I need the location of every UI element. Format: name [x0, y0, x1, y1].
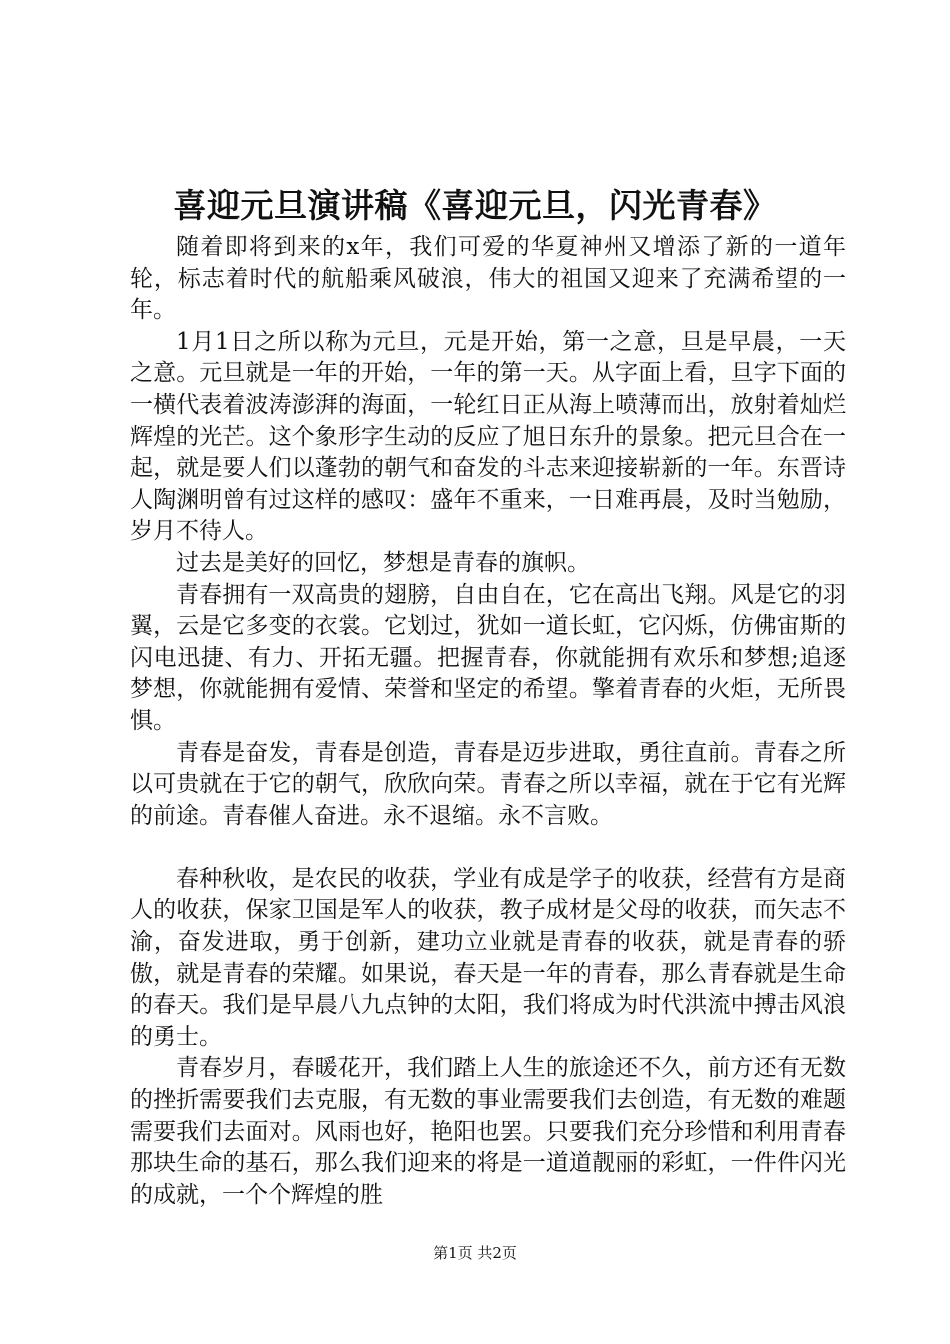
paragraph-2: 1月1日之所以称为元旦，元是开始，第一之意，旦是早晨，一天之意。元旦就是一年的开始，一年的第一天。从字面上看，旦字下面的一横代表着波涛澎湃的海面，一轮红日正从海上喷薄而出，放射着灿烂辉煌的光芒。这个象形字生动的反应了旭日东升的景象。把元旦合在一起，就是要人们以蓬勃的朝气和奋发的斗志来迎接崭新的一年。东晋诗人陶渊明曾有过这样的感叹：盛年不重来，一日难再晨，及时当勉励，岁月不待人。: [130, 328, 846, 545]
page-footer: 第1页 共2页: [433, 1244, 517, 1262]
paragraph-4: 青春拥有一双高贵的翅膀，自由自在，它在高出飞翔。风是它的羽翼，云是它多变的衣裳。它划过，犹如一道长虹，它闪烁，仿佛宙斯的闪电迅捷、有力、开拓无疆。把握青春，你就能拥有欢乐和梦想;追逐梦想，你就能拥有爱情、荣誉和坚定的希望。擎着青春的火炬，无所畏惧。: [130, 581, 846, 734]
document-body: [130, 232, 846, 1211]
paragraph-6: 春种秋收，是农民的收获，学业有成是学子的收获，经营有方是商人的收获，保家卫国是军人的收获，教子成材是父母的收获，而矢志不渝，奋发进取，勇于创新，建功立业就是青春的收获，就是青春的骄傲，就是青春的荣耀。如果说，春天是一年的青春，那么青春就是生命的春天。我们是早晨八九点钟的太阳，我们将成为时代洪流中搏击风浪的勇士。: [130, 865, 846, 1050]
paragraph-5: 青春是奋发，青春是创造，青春是迈步进取，勇往直前。青春之所以可贵就在于它的朝气，欣欣向荣。青春之所以幸福，就在于它有光辉的前途。青春催人奋进。永不退缩。永不言败。: [130, 739, 846, 829]
document-title: 喜迎元旦演讲稿《喜迎元旦，闪光青春》: [173, 186, 777, 225]
paragraph-1: 随着即将到来的x年，我们可爱的华夏神州又增添了新的一道年轮，标志着时代的航船乘风破浪，伟大的祖国又迎来了充满希望的一年。: [130, 234, 846, 324]
paragraph-3: 过去是美好的回忆，梦想是青春的旗帜。: [176, 549, 590, 576]
paragraph-7: 青春岁月，春暖花开，我们踏上人生的旅途还不久，前方还有无数的挫折需要我们去克服，有无数的事业需要我们去创造，有无数的难题需要我们去面对。风雨也好，艳阳也罢。只要我们充分珍惜和利用青春那块生命的基石，那么我们迎来的将是一道道靓丽的彩虹，一件件闪光的成就，一个个辉煌的胜: [130, 1055, 846, 1208]
